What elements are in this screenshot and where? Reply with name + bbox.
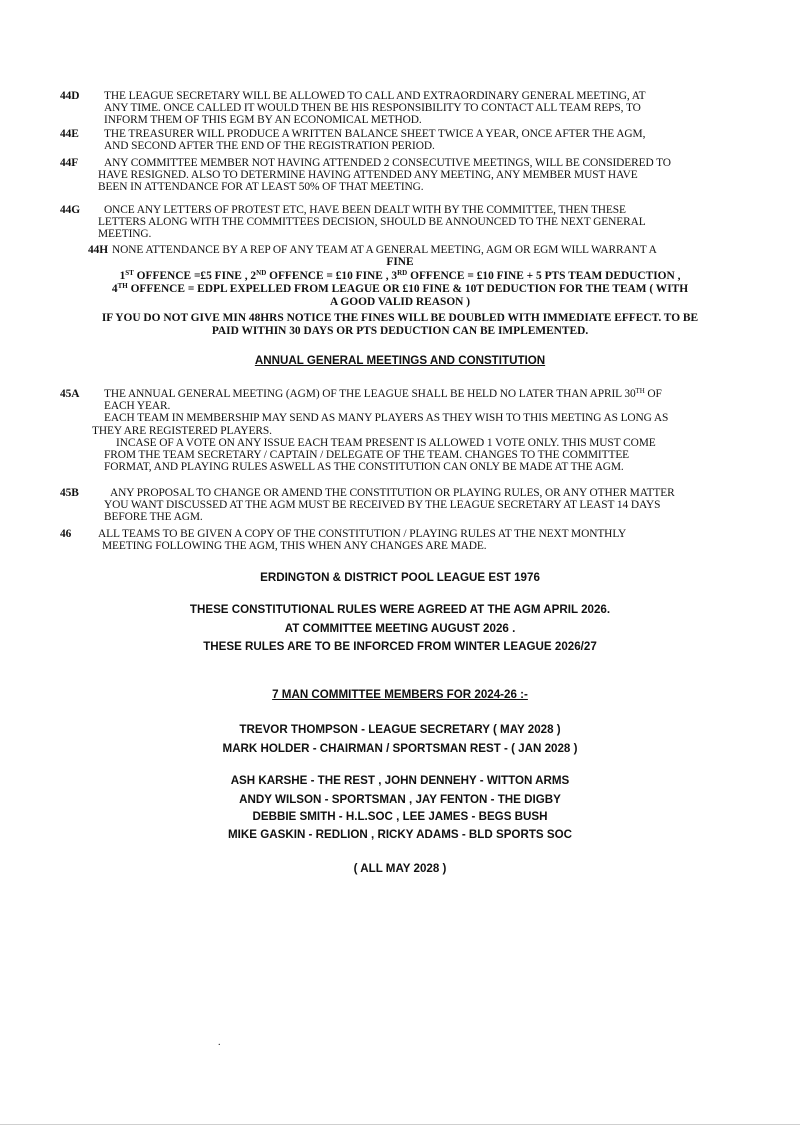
notice-line-2: PAID WITHIN 30 DAYS OR PTS DEDUCTION CAN BE IMPLEMENTED. <box>211 325 589 337</box>
rule-number: 46 <box>60 528 72 540</box>
league-title: ERDINGTON & DISTRICT POOL LEAGUE EST 1976 <box>260 571 540 584</box>
rule-44g <box>60 204 740 241</box>
rule-44d <box>60 90 740 127</box>
rule-line: ALL TEAMS TO BE GIVEN A COPY OF THE CONSTITUTION / PLAYING RULES AT THE NEXT MONTHLY <box>98 528 627 540</box>
offence-line-3: A GOOD VALID REASON ) <box>329 296 471 308</box>
rule-line: LETTERS ALONG WITH THE COMMITTEES DECISION, SHOULD BE ANNOUNCED TO THE NEXT GENERAL <box>98 216 646 229</box>
officer-secretary: TREVOR THOMPSON - LEAGUE SECRETARY ( MAY 2028 ) <box>239 723 561 736</box>
committee-heading: 7 MAN COMMITTEE MEMBERS FOR 2024-26 :- <box>272 688 528 701</box>
fine-heading: FINE <box>386 256 414 268</box>
member-line: ASH KARSHE - THE REST , JOHN DENNEHY - WITTON ARMS <box>230 774 570 787</box>
rule-line: FROM THE TEAM SECRETARY / CAPTAIN / DELEGATE OF THE TEAM. CHANGES TO THE COMMITTEE <box>104 449 630 462</box>
rule-line: MEETING FOLLOWING THE AGM, THIS WHEN ANY CHANGES ARE MADE. <box>102 540 487 553</box>
notice-line-1: IF YOU DO NOT GIVE MIN 48HRS NOTICE THE FINES WILL BE DOUBLED WITH IMMEDIATE EFFECT. TO BE <box>101 312 699 324</box>
rule-line: EACH YEAR. <box>104 400 171 413</box>
rule-line: NONE ATTENDANCE BY A REP OF ANY TEAM AT A GENERAL MEETING, AGM OR EGM WILL WARRANT A <box>112 244 657 256</box>
rule-line: HAVE RESIGNED. ALSO TO DETERMINE HAVING ATTENDED ANY MEETING, ANY MEMBER MUST HAVE <box>98 169 638 182</box>
rule-number: 45B <box>60 487 79 499</box>
rule-46 <box>60 528 740 552</box>
rule-line: INFORM THEM OF THIS EGM BY AN ECONOMICAL METHOD. <box>104 114 422 127</box>
page-edge-line <box>0 1124 800 1125</box>
rule-45a <box>60 388 740 473</box>
rule-line: BEEN IN ATTENDANCE FOR AT LEAST 50% OF THAT MEETING. <box>98 181 424 194</box>
rule-line: INCASE OF A VOTE ON ANY ISSUE EACH TEAM PRESENT IS ALLOWED 1 VOTE ONLY. THIS MUST COME <box>116 436 656 449</box>
rule-44h <box>88 244 768 256</box>
rule-line: THEY ARE REGISTERED PLAYERS. <box>92 424 272 437</box>
rule-number: 44D <box>60 90 80 102</box>
rule-line: THE LEAGUE SECRETARY WILL BE ALLOWED TO CALL AND EXTRAORDINARY GENERAL MEETING, AT <box>104 90 646 102</box>
rule-line: THE ANNUAL GENERAL MEETING (AGM) OF THE LEAGUE SHALL BE HELD NO LATER THAN APRIL 30TH OF <box>104 387 662 400</box>
rule-number: 44E <box>60 128 79 140</box>
member-line: DEBBIE SMITH - H.L.SOC , LEE JAMES - BEGS BUSH <box>252 810 548 823</box>
rule-line: EACH TEAM IN MEMBERSHIP MAY SEND AS MANY PLAYERS AS THEY WISH TO THIS MEETING AS LONG AS <box>104 412 669 425</box>
member-line: MIKE GASKIN - REDLION , RICKY ADAMS - BLD SPORTS SOC <box>228 828 572 841</box>
rule-line: MEETING. <box>98 228 152 241</box>
rule-number: 44G <box>60 204 80 216</box>
rule-number: 44H <box>88 244 108 256</box>
rule-line: YOU WANT DISCUSSED AT THE AGM MUST BE RECEIVED BY THE LEAGUE SECRETARY AT LEAST 14 DAYS <box>104 499 661 512</box>
rule-line: AND SECOND AFTER THE END OF THE REGISTRATION PERIOD. <box>104 140 435 153</box>
rule-line: ANY COMMITTEE MEMBER NOT HAVING ATTENDED 2 CONSECUTIVE MEETINGS, WILL BE CONSIDERED TO <box>104 157 671 169</box>
rule-line: BEFORE THE AGM. <box>104 511 203 524</box>
rule-45b <box>60 487 740 524</box>
agreed-line-3: THESE RULES ARE TO BE INFORCED FROM WINTER LEAGUE 2026/27 <box>203 640 597 653</box>
offence-line-1: 1ST OFFENCE =£5 FINE , 2ND OFFENCE = £10 FINE , 3RD OFFENCE = £10 FINE + 5 PTS TEAM DEDUCTION , <box>119 269 681 282</box>
rule-line: FORMAT, AND PLAYING RULES ASWELL AS THE CONSTITUTION CAN ONLY BE MADE AT THE AGM. <box>104 461 624 474</box>
agreed-line-2: AT COMMITTEE MEETING AUGUST 2026 . <box>284 622 516 635</box>
member-line: ANDY WILSON - SPORTSMAN , JAY FENTON - THE DIGBY <box>239 793 561 806</box>
rule-line: ANY TIME. ONCE CALLED IT WOULD THEN BE HIS RESPONSIBILITY TO CONTACT ALL TEAM REPS, TO <box>104 102 641 115</box>
offence-line-2: 4TH OFFENCE = EDPL EXPELLED FROM LEAGUE OR £10 FINE & 10T DEDUCTION FOR THE TEAM ( WITH <box>111 282 689 295</box>
rule-44f <box>60 157 740 194</box>
rule-line: THE TREASURER WILL PRODUCE A WRITTEN BALANCE SHEET TWICE A YEAR, ONCE AFTER THE AGM, <box>104 128 646 140</box>
term-note: ( ALL MAY 2028 ) <box>353 862 447 875</box>
stray-mark: . <box>218 1037 221 1048</box>
rule-number: 45A <box>60 388 80 400</box>
officer-chairman: MARK HOLDER - CHAIRMAN / SPORTSMAN REST - ( JAN 2028 ) <box>222 742 578 755</box>
agreed-line-1: THESE CONSTITUTIONAL RULES WERE AGREED AT THE AGM APRIL 2026. <box>189 603 611 616</box>
agm-heading: ANNUAL GENERAL MEETINGS AND CONSTITUTION <box>254 354 546 367</box>
rule-line: ONCE ANY LETTERS OF PROTEST ETC, HAVE BEEN DEALT WITH BY THE COMMITTEE, THEN THESE <box>104 204 626 216</box>
rule-number: 44F <box>60 157 79 169</box>
rule-44e <box>60 128 740 152</box>
rule-line: ANY PROPOSAL TO CHANGE OR AMEND THE CONSTITUTION OR PLAYING RULES, OR ANY OTHER MATTER <box>110 487 675 499</box>
